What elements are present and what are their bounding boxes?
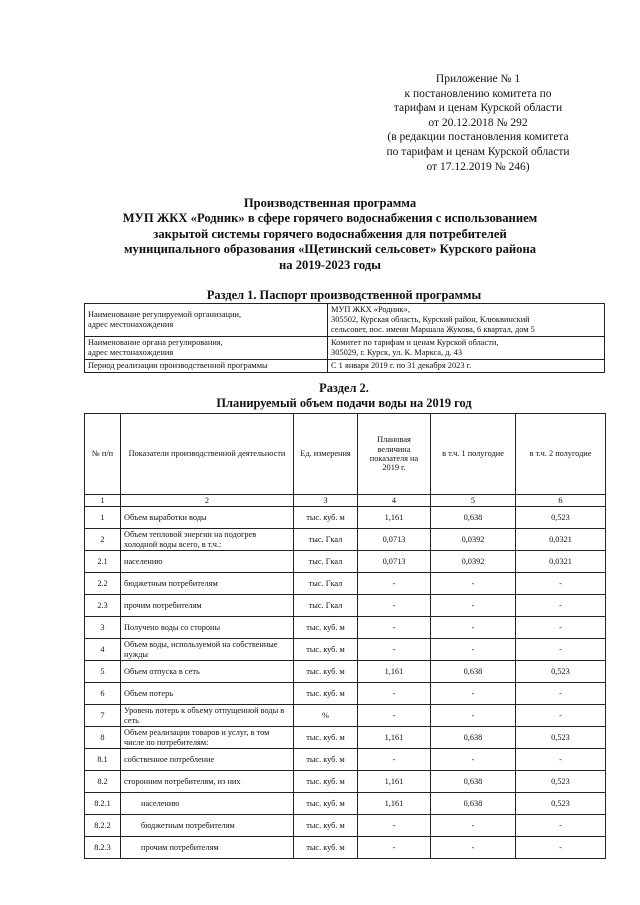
plan-value-cell: - xyxy=(358,837,431,859)
unit-cell: % xyxy=(294,705,358,727)
plan-value-cell: 1,161 xyxy=(358,727,431,749)
table-row xyxy=(85,837,606,859)
unit-cell: тыс. куб. м xyxy=(294,793,358,815)
second-half-cell: 0,0321 xyxy=(516,529,606,551)
passport-label xyxy=(85,337,328,360)
appendix-line: к постановлению комитета по xyxy=(404,87,552,100)
indicator-name-cell: Объем реализации товаров и услуг, в том числе по потребителям: xyxy=(121,727,294,749)
plan-value-cell: - xyxy=(358,683,431,705)
second-half-cell: - xyxy=(516,639,606,661)
row-number-cell: 8.1 xyxy=(85,749,121,771)
unit-cell: тыс. куб. м xyxy=(294,683,358,705)
passport-label-line: адрес местонахождения xyxy=(88,320,174,329)
title-line: закрытой системы горячего водоснабжения для потребителей xyxy=(153,226,507,241)
header-cell: Ед. измерения xyxy=(294,414,358,495)
section2-title-line: Планируемый объем подачи воды на 2019 год xyxy=(216,396,472,410)
second-half-cell: - xyxy=(516,595,606,617)
first-half-cell: - xyxy=(431,617,516,639)
passport-value xyxy=(328,360,605,373)
indicator-name-cell: бюджетным потребителям xyxy=(121,573,294,595)
second-half-cell: - xyxy=(516,837,606,859)
passport-value-line: МУП ЖКХ «Родник», xyxy=(331,305,410,314)
indicator-name-cell: собственное потребление xyxy=(121,749,294,771)
second-half-cell: - xyxy=(516,573,606,595)
first-half-cell: - xyxy=(431,705,516,727)
column-number: 3 xyxy=(294,495,358,507)
first-half-cell: - xyxy=(431,639,516,661)
first-half-cell: 0,638 xyxy=(431,727,516,749)
title-line: Производственная программа xyxy=(243,196,417,210)
table-row xyxy=(85,529,606,551)
table-row xyxy=(85,551,606,573)
passport-value xyxy=(328,337,605,360)
row-number-cell: 8.2.3 xyxy=(85,837,121,859)
passport-label xyxy=(85,360,328,373)
second-half-cell: 0,523 xyxy=(516,507,606,529)
plan-value-cell: 0,0713 xyxy=(358,529,431,551)
appendix-line: (в редакции постановления комитета xyxy=(387,131,569,144)
header-cell: в т.ч. 2 полугодие xyxy=(516,414,606,495)
section2-title xyxy=(84,381,604,411)
passport-value-line: сельсовет, пос. имени Маршала Жукова, 6 квартал, дом 5 xyxy=(331,325,535,334)
row-number-cell: 8.2 xyxy=(85,771,121,793)
row-number-cell: 8 xyxy=(85,727,121,749)
section2-title-line: Раздел 2. xyxy=(319,381,369,395)
plan-value-cell: 1,161 xyxy=(358,793,431,815)
plan-value-cell: 0,0713 xyxy=(358,551,431,573)
plan-value-cell: - xyxy=(358,595,431,617)
indicator-name-cell: Объем тепловой энергии на подогрев холодной воды всего, в т.ч.: xyxy=(121,529,294,551)
second-half-cell: 0,523 xyxy=(516,771,606,793)
row-number-cell: 2.3 xyxy=(85,595,121,617)
passport-value xyxy=(328,304,605,337)
table-row xyxy=(85,793,606,815)
header-cell: № п/п xyxy=(85,414,121,495)
second-half-cell: - xyxy=(516,705,606,727)
column-number-row xyxy=(85,495,606,507)
first-half-cell: 0,0392 xyxy=(431,551,516,573)
column-number: 1 xyxy=(85,495,121,507)
first-half-cell: - xyxy=(431,595,516,617)
plan-value-cell: - xyxy=(358,749,431,771)
table-row xyxy=(85,771,606,793)
unit-cell: тыс. куб. м xyxy=(294,617,358,639)
table-row xyxy=(85,595,606,617)
row-number-cell: 8.2.1 xyxy=(85,793,121,815)
first-half-cell: 0,638 xyxy=(431,793,516,815)
table-row xyxy=(85,661,606,683)
unit-cell: тыс. куб. м xyxy=(294,661,358,683)
indicator-name-cell: Объем потерь xyxy=(121,683,294,705)
title-line: МУП ЖКХ «Родник» в сфере горячего водоснабжения с использованием xyxy=(122,211,538,226)
row-number-cell: 1 xyxy=(85,507,121,529)
passport-label-line: адрес местонахождения xyxy=(88,348,174,357)
indicator-name-cell: прочим потребителям xyxy=(121,595,294,617)
document-title xyxy=(60,196,600,273)
table-row xyxy=(85,573,606,595)
passport-row xyxy=(85,337,605,360)
passport-value-line: С 1 января 2019 г. по 31 декабря 2023 г. xyxy=(331,361,472,370)
first-half-cell: 0,638 xyxy=(431,661,516,683)
header-cell: Плановая величина показателя на 2019 г. xyxy=(358,414,431,495)
unit-cell: тыс. куб. м xyxy=(294,837,358,859)
indicator-name-cell: Уровень потерь к объему отпущенной воды в сеть xyxy=(121,705,294,727)
column-number: 6 xyxy=(516,495,606,507)
passport-row xyxy=(85,360,605,373)
row-number-cell: 7 xyxy=(85,705,121,727)
first-half-cell: - xyxy=(431,815,516,837)
indicator-name-cell: сторонним потребителям, из них xyxy=(121,771,294,793)
passport-row xyxy=(85,304,605,337)
indicator-name-cell: прочим потребителям xyxy=(121,837,294,859)
second-half-cell: - xyxy=(516,683,606,705)
appendix-line: по тарифам и ценам Курской области xyxy=(386,145,570,158)
row-number-cell: 5 xyxy=(85,661,121,683)
row-number-cell: 6 xyxy=(85,683,121,705)
first-half-cell: 0,638 xyxy=(431,771,516,793)
passport-value-line: Комитет по тарифам и ценам Курской области, xyxy=(331,338,499,347)
second-half-cell: - xyxy=(516,815,606,837)
table-row xyxy=(85,815,606,837)
column-number: 4 xyxy=(358,495,431,507)
first-half-cell: 0,0392 xyxy=(431,529,516,551)
unit-cell: тыс. куб. м xyxy=(294,749,358,771)
indicator-name-cell: Объем отпуска в сеть xyxy=(121,661,294,683)
row-number-cell: 2.2 xyxy=(85,573,121,595)
table-row xyxy=(85,617,606,639)
appendix-line: Приложение № 1 xyxy=(435,73,521,85)
passport-label xyxy=(85,304,328,337)
indicator-name-cell: населению xyxy=(121,793,294,815)
indicator-name-cell: бюджетным потребителям xyxy=(121,815,294,837)
row-number-cell: 2 xyxy=(85,529,121,551)
unit-cell: тыс. Гкал xyxy=(294,551,358,573)
plan-value-cell: - xyxy=(358,639,431,661)
passport-label-line: Наименование органа регулирования, xyxy=(88,338,223,347)
plan-value-cell: - xyxy=(358,815,431,837)
header-cell: в т.ч. 1 полугодие xyxy=(431,414,516,495)
appendix-line: от 17.12.2019 № 246) xyxy=(426,160,530,173)
table-row xyxy=(85,507,606,529)
plan-value-cell: 1,161 xyxy=(358,661,431,683)
second-half-cell: 0,523 xyxy=(516,727,606,749)
plan-value-cell: - xyxy=(358,573,431,595)
second-half-cell: 0,0321 xyxy=(516,551,606,573)
appendix-header xyxy=(360,72,596,174)
unit-cell: тыс. Гкал xyxy=(294,529,358,551)
row-number-cell: 8.2.2 xyxy=(85,815,121,837)
appendix-line: тарифам и ценам Курской области xyxy=(393,102,563,115)
table-header-row xyxy=(85,414,606,495)
title-line: на 2019-2023 годы xyxy=(279,257,381,272)
passport-value-line: 305502, Курская область, Курский район, Клюквинский xyxy=(331,315,530,324)
plan-value-cell: 1,161 xyxy=(358,507,431,529)
indicator-name-cell: Объем воды, используемой на собственные нужды xyxy=(121,639,294,661)
passport-value-line: 305029, г. Курск, ул. К. Маркса, д. 43 xyxy=(331,348,463,357)
table-row xyxy=(85,705,606,727)
passport-table xyxy=(84,303,605,373)
passport-label-line: Наименование регулируемой организации, xyxy=(88,310,242,319)
unit-cell: тыс. куб. м xyxy=(294,771,358,793)
indicator-name-cell: населению xyxy=(121,551,294,573)
second-half-cell: 0,523 xyxy=(516,661,606,683)
second-half-cell: - xyxy=(516,749,606,771)
appendix-line: от 20.12.2018 № 292 xyxy=(428,116,528,129)
first-half-cell: 0,638 xyxy=(431,507,516,529)
plan-value-cell: 1,161 xyxy=(358,771,431,793)
column-number: 2 xyxy=(121,495,294,507)
unit-cell: тыс. куб. м xyxy=(294,815,358,837)
second-half-cell: 0,523 xyxy=(516,793,606,815)
first-half-cell: - xyxy=(431,749,516,771)
section1-title: Раздел 1. Паспорт производственной программы xyxy=(206,288,482,302)
second-half-cell: - xyxy=(516,617,606,639)
plan-value-cell: - xyxy=(358,617,431,639)
table-row xyxy=(85,727,606,749)
passport-label-line: Период реализации производственной программы xyxy=(88,361,268,370)
table-row xyxy=(85,749,606,771)
first-half-cell: - xyxy=(431,573,516,595)
first-half-cell: - xyxy=(431,837,516,859)
title-line: муниципального образования «Щетинский сельсовет» Курского района xyxy=(123,242,537,257)
row-number-cell: 3 xyxy=(85,617,121,639)
row-number-cell: 4 xyxy=(85,639,121,661)
row-number-cell: 2.1 xyxy=(85,551,121,573)
water-supply-table xyxy=(84,413,606,859)
unit-cell: тыс. куб. м xyxy=(294,507,358,529)
header-cell: Показатели производственной деятельности xyxy=(121,414,294,495)
unit-cell: тыс. Гкал xyxy=(294,573,358,595)
table-row xyxy=(85,639,606,661)
first-half-cell: - xyxy=(431,683,516,705)
indicator-name-cell: Получено воды со стороны xyxy=(121,617,294,639)
indicator-name-cell: Объем выработки воды xyxy=(121,507,294,529)
table-row xyxy=(85,683,606,705)
column-number: 5 xyxy=(431,495,516,507)
unit-cell: тыс. куб. м xyxy=(294,639,358,661)
unit-cell: тыс. куб. м xyxy=(294,727,358,749)
plan-value-cell: - xyxy=(358,705,431,727)
unit-cell: тыс. Гкал xyxy=(294,595,358,617)
